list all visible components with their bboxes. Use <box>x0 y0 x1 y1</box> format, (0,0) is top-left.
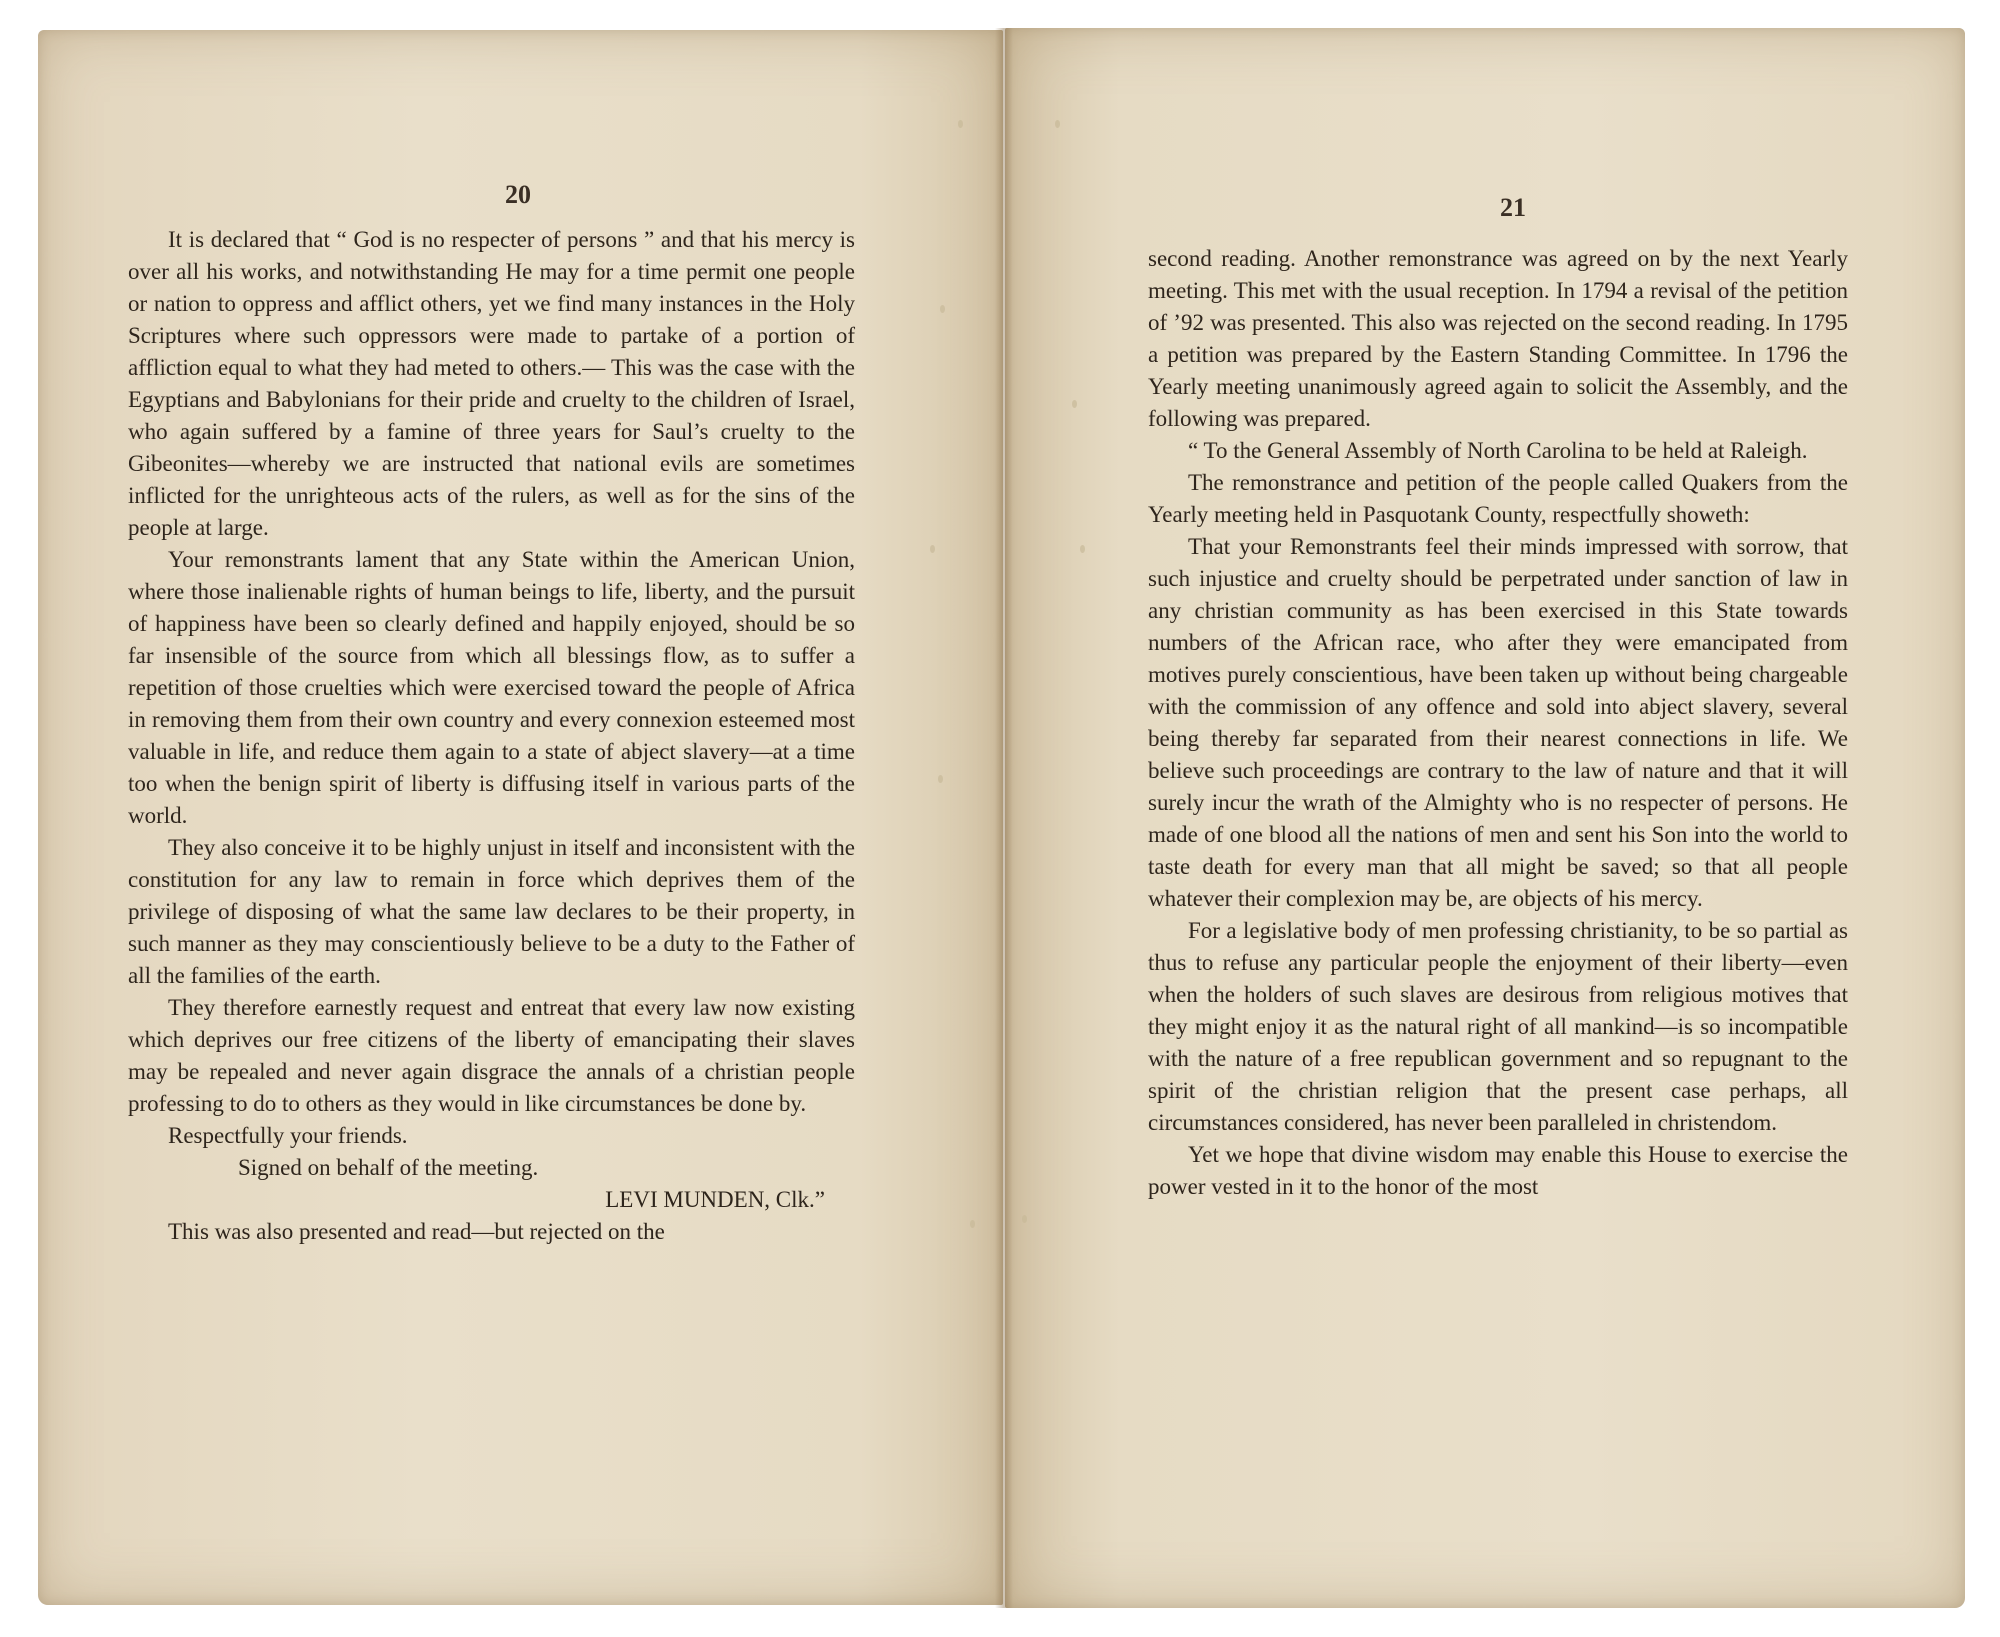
stitch-hole <box>1022 1215 1027 1223</box>
right-paragraph-6: Yet we hope that divine wisdom may enable this House to exercise the power vested in it to the honor of the most <box>1148 1142 1848 1199</box>
right-paragraph-2: “ To the General Assembly of North Carolina to be held at Raleigh. <box>1188 438 1808 463</box>
closing-salutation: Respectfully your friends. <box>168 1123 408 1148</box>
book-gutter <box>995 28 1013 1608</box>
stitch-hole <box>958 120 963 128</box>
right-page-number: 21 <box>1500 193 1526 222</box>
stitch-hole <box>1055 120 1060 128</box>
stitch-hole <box>1072 400 1077 408</box>
signature-levi-munden: LEVI MUNDEN, Clk.” <box>605 1187 825 1212</box>
stitch-hole <box>930 545 935 553</box>
right-paragraph-3: The remonstrance and petition of the people called Quakers from the Yearly meeting held in Pasquotank County, respectfully showeth: <box>1148 470 1848 527</box>
closing-signed-line: Signed on behalf of the meeting. <box>238 1155 539 1180</box>
stitch-hole <box>970 1220 975 1228</box>
left-page-number: 20 <box>505 180 531 209</box>
left-paragraph-1: It is declared that “ God is no respecter of persons ” and that his mercy is over all his works, and notwithstanding He may for a time permit one people or nation to oppress and afflict others, yet we find many instances in the Holy Scriptures where such oppressors were made to partake of a portion of affliction equal to what they had meted to others.— This was the case with the Egyptians and Babylonians for their pride and cruelty to the children of Israel, who again suffered by a famine of three years for Saul’s cruelty to the Gibeonites—whereby we are instructed that national evils are sometimes inflicted for the unrighteous acts of the rulers, as well as for the sins of the people at large. <box>128 227 855 540</box>
stitch-hole <box>1080 545 1085 553</box>
left-final-line: This was also presented and read—but rejected on the <box>168 1219 665 1244</box>
left-page-text <box>128 224 855 1248</box>
left-paragraph-4: They therefore earnestly request and entreat that every law now existing which deprives our free citizens of the liberty of emancipating their slaves may be repealed and never again disgrace the annals of a christian people professing to do to others as they would in like circumstances be done by. <box>128 995 855 1116</box>
right-paragraph-4: That your Remonstrants feel their minds impressed with sorrow, that such injustice and cruelty should be perpetrated under sanction of law in any christian community as has been exercised in this State towards numbers of the African race, who after they were emancipated from motives purely conscientious, have been taken up without being chargeable with the commission of any offence and sold into abject slavery, several being thereby far separated from their nearest connections in life. We believe such proceedings are contrary to the law of nature and that it will surely incur the wrath of the Almighty who is no respecter of persons. He made of one blood all the nations of men and sent his Son into the world to taste death for every man that all might be saved; so that all people whatever their complexion may be, are objects of his mercy. <box>1148 534 1848 911</box>
right-paragraph-1: second reading. Another remonstrance was agreed on by the next Yearly meeting. This met with the usual reception. In 1794 a revisal of the petition of ’92 was presented. This also was rejected on the second reading. In 1795 a petition was prepared by the Eastern Standing Committee. In 1796 the Yearly meeting unanimously agreed again to solicit the Assembly, and the following was prepared. <box>1148 246 1848 431</box>
left-paragraph-2: Your remonstrants lament that any State within the American Union, where those inalienable rights of human beings to life, liberty, and the pursuit of happiness have been so clearly defined and happily enjoyed, should be so far insensible of the source from which all blessings flow, as to suffer a repetition of those cruelties which were exercised toward the people of Africa in removing them from their own country and every connexion esteemed most valuable in life, and reduce them again to a state of abject slavery—at a time too when the benign spirit of liberty is diffusing itself in various parts of the world. <box>128 547 855 828</box>
stitch-hole <box>938 775 943 783</box>
right-page-text <box>1148 243 1848 1203</box>
stitch-hole <box>940 305 945 313</box>
right-paragraph-5: For a legislative body of men professing christianity, to be so partial as thus to refuse any particular people the enjoyment of their liberty—even when the holders of such slaves are desirous from religious motives that they might enjoy it as the natural right of all mankind—is so incompatible with the nature of a free republican government and so repugnant to the spirit of the christian religion that the present case perhaps, all circumstances considered, has never been paralleled in christendom. <box>1148 918 1848 1135</box>
left-paragraph-3: They also conceive it to be highly unjust in itself and inconsistent with the constitution for any law to remain in force which deprives them of the privilege of disposing of what the same law declares to be their property, in such manner as they may conscientiously believe to be a duty to the Father of all the families of the earth. <box>128 835 855 988</box>
